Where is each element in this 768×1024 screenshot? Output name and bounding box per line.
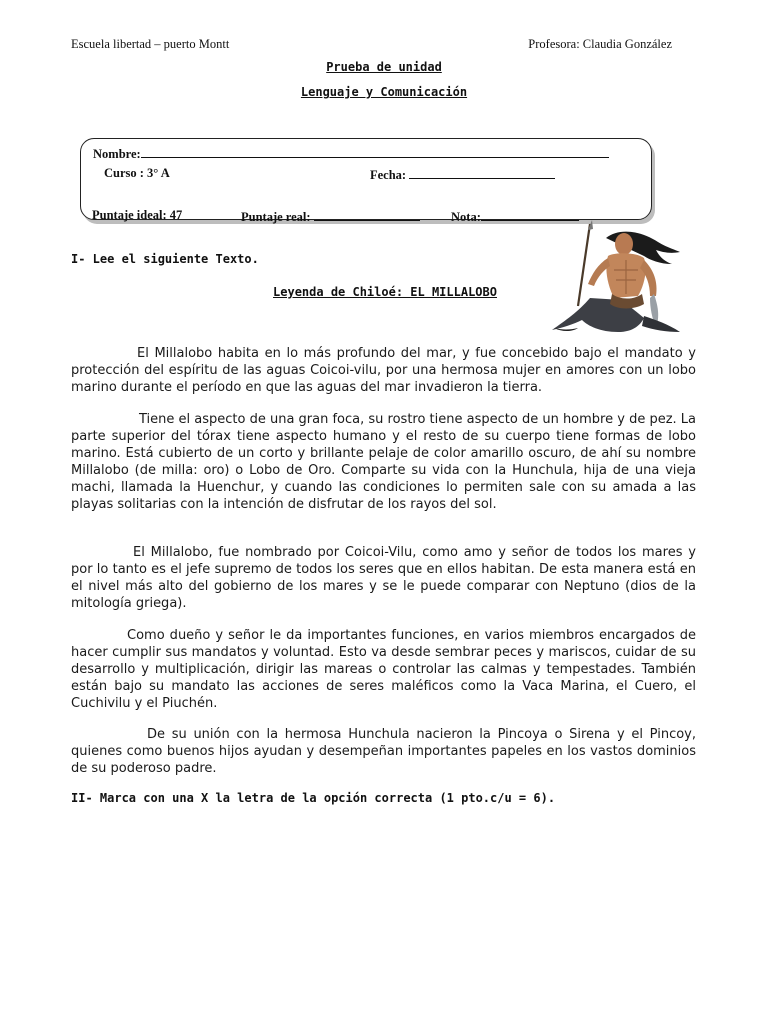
paragraph-5: De su unión con la hermosa Hunchula nacieron la Pincoya o Sirena y el Pincoy, quienes como buenos hijos ayudan y desempeñan importantes papeles en los vastos dominios de su poderoso padre. bbox=[71, 727, 696, 776]
teacher-name: Profesora: Claudia González bbox=[528, 37, 672, 51]
millalobo-illustration-icon bbox=[548, 220, 682, 340]
ideal-score-label: Puntaje ideal: 47 bbox=[92, 208, 183, 222]
section-1-instruction: I- Lee el siguiente Texto. bbox=[71, 252, 259, 266]
date-row bbox=[370, 166, 555, 183]
name-label: Nombre: bbox=[93, 147, 141, 161]
real-score-field-line[interactable] bbox=[314, 208, 420, 221]
paragraph-1: El Millalobo habita en lo más profundo del mar, y fue concebido bajo el mandato y protección del espíritu de las aguas Coicoi-vilu, por una hermosa mujer en amores con un lobo marino durante el período en que las aguas del mar invadieron la tierra. bbox=[71, 346, 696, 395]
date-field-line[interactable] bbox=[409, 166, 555, 179]
subject-title bbox=[0, 85, 768, 99]
legend-title-text: Leyenda de Chiloé: EL MILLALOBO bbox=[273, 285, 497, 299]
paragraph-4: Como dueño y señor le da importantes funciones, en varios miembros encargados de hacer cumplir sus mandatos y voluntad. Esto va desde sembrar peces y mariscos, cuidar de su desarrollo y multiplicación, dirigir las mareas o controlar las calmas y tempestades. También están bajo su mandato las acciones de seres maléficos como la Vaca Marina, el Cuero, el Cuchivilu y el Piuchén. bbox=[71, 628, 696, 711]
test-title-text: Prueba de unidad bbox=[326, 60, 442, 74]
real-score-row bbox=[241, 208, 420, 225]
section-2-instruction: II- Marca con una X la letra de la opción correcta (1 pto.c/u = 6). bbox=[71, 791, 556, 805]
grade-label: Nota: bbox=[451, 210, 481, 224]
paragraph-2: Tiene el aspecto de una gran foca, su rostro tiene aspecto de un hombre y de pez. La parte superior del tórax tiene aspecto humano y el resto de su cuerpo tiene formas de lobo marino. Está cubierto de un corto y brillante pelaje de color amarillo oscuro, de ahí su nombre Millalobo (de milla: oro) o Lobo de Oro. Comparte su vida con la Hunchula, hija de una vieja machi, llamada la Huenchur, y cuando las condiciones lo permiten sale con su amada a las playas solitarias con la intención de disfrutar de los rayos del sol. bbox=[71, 412, 697, 512]
school-name: Escuela libertad – puerto Montt bbox=[71, 37, 230, 51]
name-row bbox=[93, 145, 609, 162]
name-field-line[interactable] bbox=[141, 145, 609, 158]
paragraph-3: El Millalobo, fue nombrado por Coicoi-Vilu, como amo y señor de todos los mares y por lo tanto es el jefe supremo de todos los seres que en ellos habitan. De esta manera está en el nivel más alto del gobierno de los mares y se le puede comparar con Neptuno (dios de la mitología griega). bbox=[71, 545, 696, 611]
real-score-label: Puntaje real: bbox=[241, 210, 311, 224]
date-label: Fecha: bbox=[370, 168, 407, 182]
test-title bbox=[0, 60, 768, 74]
subject-title-text: Lenguaje y Comunicación bbox=[300, 85, 468, 99]
course-label: Curso : 3° A bbox=[104, 166, 170, 180]
